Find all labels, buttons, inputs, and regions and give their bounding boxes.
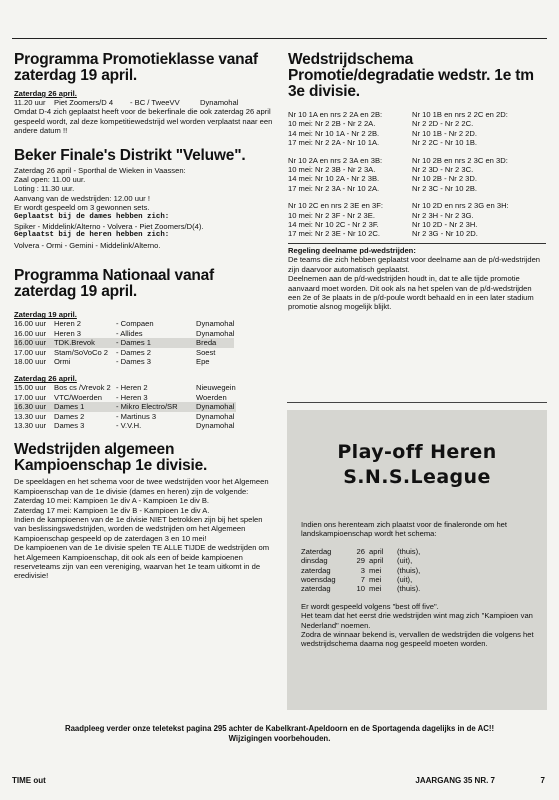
pd-right: Nr 10 2D en nrs 2 3G en 3H: — [412, 201, 509, 211]
nationaal-table-2 — [14, 383, 236, 430]
time: 13.30 uur — [14, 411, 47, 421]
promotieklasse-title: Programma Promotieklasse vanaf zaterdag 19 april. — [14, 51, 258, 84]
playoff-intro: Indien ons herenteam zich plaatst voor de finaleronde om het landskampioenschap wordt het schema: — [301, 520, 508, 539]
algemeen-section — [14, 442, 276, 580]
pd-left: 14 mei: Nr 10 1A - Nr 2 2B. — [288, 128, 380, 138]
pd-group-3 — [288, 201, 536, 239]
day: zaterdag — [301, 565, 331, 575]
pd-left: 10 mei: Nr 2 3F - Nr 2 3E. — [288, 210, 375, 220]
date: 7 — [360, 575, 365, 585]
pd-left: 17 mei: Nr 2 2A - Nr 10 1A. — [288, 138, 380, 148]
table-row — [301, 556, 420, 565]
time: 18.00 uur — [14, 356, 47, 366]
pd-left: 10 mei: Nr 2 2B - Nr 2 2A. — [288, 119, 376, 129]
beker-line: Zaterdag 26 april - Sporthal de Wieken in Vaassen: — [14, 165, 186, 175]
table-row — [301, 566, 420, 575]
nationaal-date-2: Zaterdag 26 april. — [14, 374, 77, 384]
time: 17.00 uur — [14, 392, 47, 402]
top-rule — [12, 38, 547, 39]
footer-note — [14, 724, 545, 744]
home-team: Heren 2 — [54, 319, 82, 329]
home-team: Ormi — [54, 356, 71, 366]
table-row — [301, 547, 420, 556]
algemeen-match-2: Zaterdag 17 mei: Kampioen 1e div B - Kampioen 1e div A. — [14, 505, 210, 515]
playoff-title-line-1: Play-off Heren — [337, 441, 497, 463]
pd-right: Nr 2 2C - Nr 10 1B. — [412, 138, 477, 148]
day: dinsdag — [301, 556, 328, 566]
right-column — [288, 52, 546, 312]
left-column — [14, 52, 276, 587]
table-row — [288, 119, 536, 128]
home-team: TDK.Brevok — [54, 338, 95, 348]
pd-group-2 — [288, 156, 536, 194]
location: (uit), — [397, 575, 413, 585]
pd-left: Nr 10 2C en nrs 2 3E en 3F: — [288, 201, 383, 211]
location: (uit), — [397, 556, 413, 566]
pd-left: 14 mei: Nr 10 2A - Nr 2 3B. — [288, 174, 380, 184]
table-row — [288, 174, 536, 183]
promotieklasse-table — [14, 98, 238, 107]
footer-line-2: Wijzigingen voorbehouden. — [228, 734, 331, 743]
table-row — [301, 584, 420, 593]
pd-right: Nr 10 1B - Nr 2 2D. — [412, 128, 477, 138]
month: april — [369, 546, 384, 556]
table-row — [14, 383, 236, 392]
pd-right: Nr 2 2D - Nr 2 2C. — [412, 119, 474, 129]
algemeen-para-2: De kampioenen van de 1e divisie spelen TE ALLE TIJDE de wedstrijden om het Algemeen Kampioenschap, dit ook als een of beide kampioenen reserveteams zijn van een vereniging, waarvan het 1e team uitkomt in de eredivisie! — [14, 543, 270, 581]
table-row — [288, 211, 536, 220]
time: 16.30 uur — [14, 402, 47, 412]
beker-heren-heading: Geplaatst bij de heren hebben zich: — [14, 231, 170, 240]
month: mei — [369, 575, 382, 585]
away-team: - Heren 3 — [116, 392, 148, 402]
playoff-title-line-2: S.N.S.League — [343, 466, 491, 488]
venue: Dynamohal — [196, 411, 235, 421]
pd-group-1 — [288, 110, 536, 148]
playoff-title — [287, 440, 547, 490]
pd-right: Nr 10 2B - Nr 2 3D. — [412, 174, 477, 184]
page-number: 7 — [540, 776, 545, 785]
table-row — [14, 402, 236, 411]
away-team: - Allides — [116, 328, 143, 338]
time: 15.00 uur — [14, 383, 47, 393]
table-row — [288, 165, 536, 174]
pd-right: Nr 2 3G - Nr 10 2D. — [412, 229, 478, 239]
day: zaterdag — [301, 584, 331, 594]
pd-left: 14 mei: Nr 10 2C - Nr 2 3F. — [288, 220, 379, 230]
away-team: - V.V.H. — [116, 420, 142, 430]
pd-right: Nr 10 2B en nrs 2 3C en 3D: — [412, 155, 508, 165]
pd-regeling — [288, 243, 546, 312]
playoff-content — [301, 520, 537, 649]
time: 17.00 uur — [14, 347, 47, 357]
table-row — [14, 348, 234, 357]
beker-line: Er wordt gespeeld om 3 gewonnen sets. — [14, 203, 150, 213]
day: woensdag — [301, 575, 336, 585]
playoff-para-3: Zodra de winnaar bekend is, vervallen de wedstrijden die volgens het wedstrijdschema daarna nog gespeeld moeten worden. — [301, 630, 534, 649]
venue: Dynamohal — [196, 328, 235, 338]
table-row — [14, 393, 236, 402]
month: mei — [369, 565, 382, 575]
table-row — [288, 201, 536, 210]
away-team: - Heren 2 — [116, 383, 148, 393]
pd-right: Nr 2 3C - Nr 10 2B. — [412, 183, 477, 193]
playoff-para-1: Er wordt gespeeld volgens "best off five". — [301, 601, 439, 611]
date: 26 — [356, 546, 365, 556]
time: 16.00 uur — [14, 328, 47, 338]
pd-regeling-para-1: De teams die zich hebben geplaatst voor deelname aan de p/d-wedstrijden zijn daarvoor automatisch geplaatst. — [288, 255, 541, 274]
location: (thuis). — [397, 584, 421, 594]
location: (thuis), — [397, 546, 421, 556]
beker-section — [14, 148, 276, 251]
venue: Woerden — [196, 392, 227, 402]
table-row — [14, 98, 238, 107]
month: april — [369, 556, 384, 566]
table-row — [288, 138, 536, 147]
venue: Dynamohal — [196, 402, 235, 412]
beker-heren-teams: Volvera - Ormi - Gemini - Middelink/Alterno. — [14, 240, 161, 250]
pd-regeling-heading: Regeling deelname pd-wedstrijden: — [288, 245, 416, 255]
promotieklasse-date: Zaterdag 26 april. — [14, 89, 77, 98]
algemeen-intro: De speeldagen en het schema voor de twee wedstrijden voor het Algemeen Kampioenschap van de 1e divisie (dames en heren) zijn de volgende: — [14, 477, 269, 496]
promotieklasse-section — [14, 52, 276, 136]
venue: Dynamohal — [196, 319, 235, 329]
table-row — [288, 229, 536, 238]
magazine-name: TIME out — [12, 776, 46, 785]
algemeen-match-1: Zaterdag 10 mei: Kampioen 1e div A - Kampioen 1e div B. — [14, 496, 210, 506]
beker-line: Zaal open: 11.00 uur. — [14, 175, 86, 185]
beker-title: Beker Finale's Distrikt "Veluwe". — [14, 146, 246, 164]
algemeen-title: Wedstrijden algemeen Kampioenschap 1e divisie. — [14, 441, 208, 475]
table-row — [14, 421, 236, 430]
venue: Dynamohal — [200, 98, 239, 107]
home-team: Piet Zoomers/D 4 — [54, 98, 114, 107]
table-row — [14, 357, 234, 366]
pd-regeling-para-2: Deelnemen aan de p/d-wedstrijden houdt in, dat te alle tijde promotie aanvaard moet worden. Dit ook als na het spelen van de p/d-wedstrijden een 2e of 3e plaats in de p/d-poule wordt behaald en in een later stadium promotie alsnog mogelijk blijkt. — [288, 274, 534, 312]
playoff-para-2: Het team dat het eerst drie wedstrijden wint mag zich "Kampioen van Nederland" noemen. — [301, 611, 533, 630]
nationaal-table-1 — [14, 319, 234, 366]
location: (thuis), — [397, 565, 421, 575]
away-team: - Mikro Electro/SR — [116, 402, 178, 412]
date: 10 — [356, 584, 365, 594]
away-team: - Dames 1 — [116, 338, 152, 348]
time: 16.00 uur — [14, 338, 47, 348]
venue: Epe — [196, 356, 210, 366]
playoff-schedule — [301, 547, 420, 594]
table-row — [288, 110, 536, 119]
away-team: - Compaen — [116, 319, 154, 329]
algemeen-para-1: Indien de kampioenen van de 1e divisie NIET betrokken zijn bij het spelen van beslissingswedstrijden, worden de wedstrijden om het Algemeen Kampioenschap gespeeld op de zaterdagen 3 en 10 mei! — [14, 514, 263, 543]
pd-title: Wedstrijdschema Promotie/degradatie wedstr. 1e tm 3e divisie. — [288, 51, 534, 100]
table-row — [288, 184, 536, 193]
venue: Soest — [196, 347, 216, 357]
month: mei — [369, 584, 382, 594]
nationaal-title: Programma Nationaal vanaf zaterdag 19 april. — [14, 267, 215, 301]
promotieklasse-note: Omdat D-4 zich geplaatst heeft voor de bekerfinale die ook zaterdag 26 april gespeeld wordt, zal deze kompetitiewedstrijd wel worden verplaatst naar een andere datum !! — [14, 107, 273, 136]
date: 29 — [356, 556, 365, 566]
time: 11.20 uur — [14, 98, 46, 107]
pd-left: 17 mei: Nr 2 3E - Nr 10 2C. — [288, 229, 381, 239]
away-team: - Dames 3 — [116, 356, 152, 366]
pd-left: Nr 10 2A en nrs 2 3A en 3B: — [288, 155, 383, 165]
table-row — [288, 156, 536, 165]
nationaal-date-1: Zaterdag 19 april. — [14, 310, 77, 320]
table-row — [14, 329, 234, 338]
home-team: Dames 1 — [54, 402, 85, 412]
home-team: Dames 3 — [54, 420, 85, 430]
pd-right: Nr 10 2D - Nr 2 3H. — [412, 220, 478, 230]
table-row — [288, 220, 536, 229]
day: Zaterdag — [301, 546, 332, 556]
pd-left: Nr 10 1A en nrs 2 2A en 2B: — [288, 110, 383, 119]
table-row — [14, 338, 234, 347]
venue: Nieuwegein — [196, 383, 236, 393]
away-team: - BC / TweeVV — [130, 98, 180, 107]
nationaal-section — [14, 268, 276, 430]
pd-right: Nr 2 3D - Nr 2 3C. — [412, 165, 474, 175]
playoff-box — [287, 410, 547, 710]
home-team: Bos cs /Vrevok 2 — [54, 383, 111, 393]
away-team: - Martinus 3 — [116, 411, 157, 421]
table-row — [301, 575, 420, 584]
beker-line: Loting : 11.30 uur. — [14, 184, 75, 194]
time: 16.00 uur — [14, 319, 47, 329]
pd-left: 17 mei: Nr 2 3A - Nr 10 2A. — [288, 183, 380, 193]
issue-number: JAARGANG 35 NR. 7 — [415, 776, 495, 785]
time: 13.30 uur — [14, 420, 47, 430]
home-team: Heren 3 — [54, 328, 82, 338]
beker-dames-heading: Geplaatst bij de dames hebben zich: — [14, 212, 170, 221]
beker-line: Aanvang van de wedstrijden: 12.00 uur ! — [14, 193, 150, 203]
table-row — [14, 412, 236, 421]
date: 3 — [360, 565, 365, 575]
pd-left: 10 mei: Nr 2 3B - Nr 2 3A. — [288, 165, 376, 175]
venue: Dynamohal — [196, 420, 235, 430]
table-row — [288, 129, 536, 138]
venue: Breda — [196, 338, 217, 348]
away-team: - Dames 2 — [116, 347, 152, 357]
beker-dames-teams: Spiker - Middelink/Alterno - Volvera - Piet Zoomers/D(4). — [14, 222, 204, 232]
table-row — [14, 319, 234, 328]
pd-right: Nr 10 1B en nrs 2 2C en 2D: — [412, 110, 508, 119]
box-rule — [287, 402, 547, 403]
footer-line-1: Raadpleeg verder onze teletekst pagina 295 achter de Kabelkrant-Apeldoorn en de Sportagenda dagelijks in de AC!! — [64, 724, 495, 733]
home-team: Dames 2 — [54, 411, 85, 421]
pd-right: Nr 2 3H - Nr 2 3G. — [412, 210, 474, 220]
home-team: Stam/SoVoCo 2 — [54, 347, 109, 357]
home-team: VTC/Woerden — [54, 392, 102, 402]
